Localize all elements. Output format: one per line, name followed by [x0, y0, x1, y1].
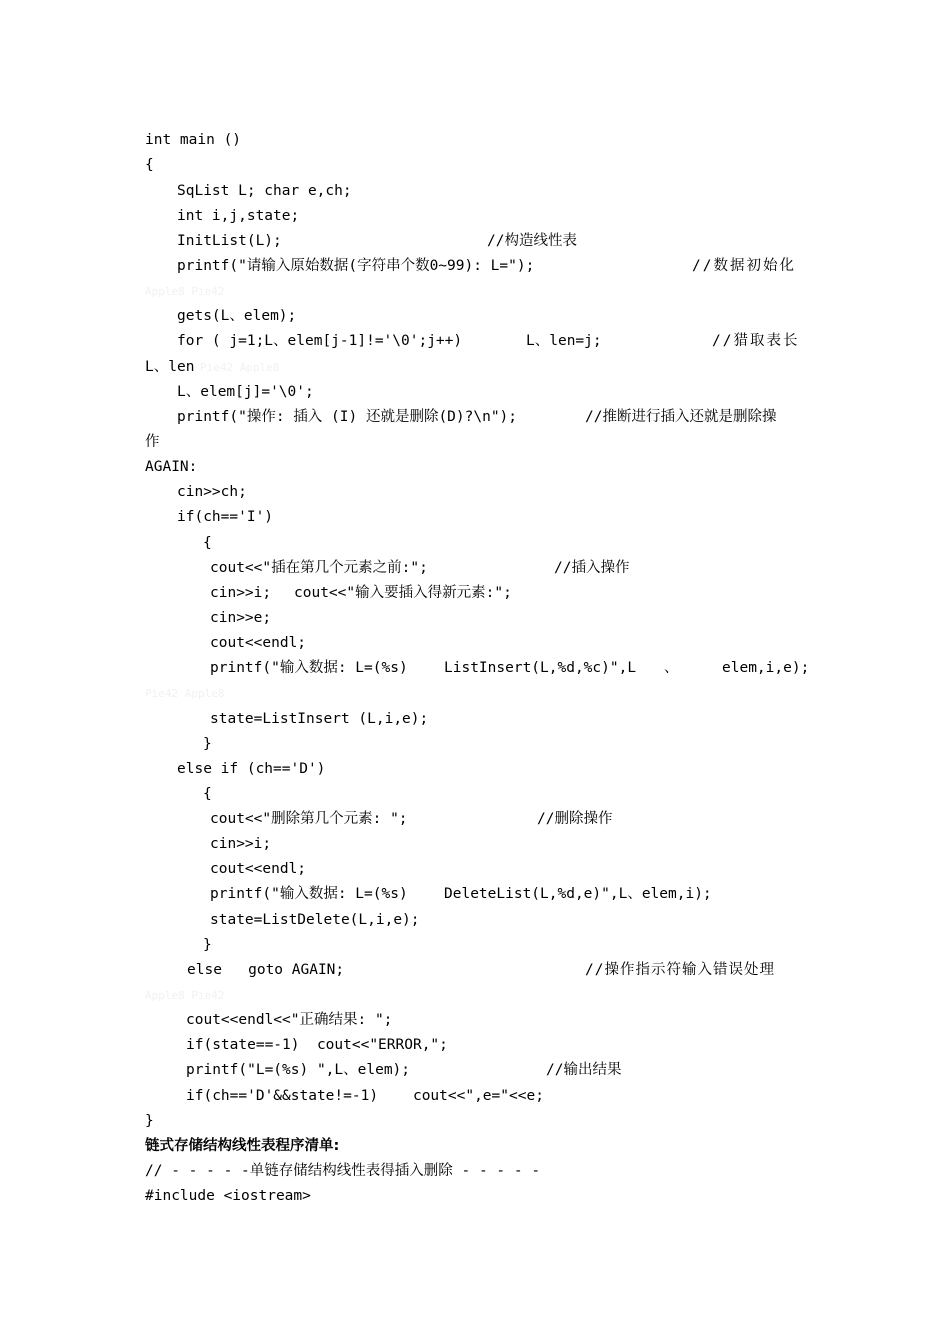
code-line	[0, 128, 242, 153]
code-line	[0, 1058, 622, 1083]
code-line	[0, 229, 577, 254]
code-line	[0, 480, 247, 505]
code-text: printf("输入数据: L=(%s)	[210, 660, 408, 676]
code-line	[0, 933, 212, 958]
faint-watermark-text: Pie42 Apple8	[200, 361, 280, 374]
code-text: state=ListInsert (L,i,e);	[210, 711, 429, 727]
code-text: printf("请输入原始数据(字符串个数0~99): L=");	[177, 258, 535, 274]
code-line	[0, 757, 326, 782]
code-line	[0, 882, 712, 907]
code-line	[0, 355, 280, 380]
code-line	[0, 405, 777, 430]
code-text: cout<<"删除第几个元素: ";	[210, 811, 408, 827]
code-line	[0, 505, 274, 530]
code-line	[0, 1184, 311, 1209]
code-comment: // - - - - -单链存储结构线性表得插入删除 - - - - -	[145, 1163, 541, 1179]
section-heading: 链式存储结构线性表程序清单:	[145, 1138, 340, 1154]
code-comment: //推断进行插入还就是删除操	[585, 409, 777, 425]
code-comment: //猎取表长	[712, 333, 800, 349]
code-text: L、elem[j]='\0';	[177, 384, 314, 400]
code-line	[0, 455, 198, 480]
code-text: state=ListDelete(L,i,e);	[210, 912, 420, 928]
code-text: if(state==-1) cout<<"ERROR,";	[186, 1037, 448, 1053]
code-text: #include <iostream>	[145, 1188, 311, 1204]
code-text: int i,j,state;	[177, 208, 300, 224]
code-text: InitList(L);	[177, 233, 282, 249]
code-comment: //删除操作	[537, 811, 613, 827]
code-text: gets(L、elem);	[177, 308, 297, 324]
faint-watermark-text: Apple8 Pie42	[145, 989, 225, 1002]
code-comment: //构造线性表	[487, 233, 577, 249]
code-comment: //输出结果	[546, 1062, 622, 1078]
code-line	[0, 179, 352, 204]
code-text: if(ch=='I')	[177, 509, 274, 525]
code-line	[0, 832, 272, 857]
code-line	[0, 908, 420, 933]
code-line	[0, 857, 307, 882]
code-text: cout<<"插在第几个元素之前:";	[210, 560, 428, 576]
code-text: cout<<endl;	[210, 861, 307, 877]
code-text: cout<<"输入要插入得新元素:";	[294, 585, 512, 601]
code-line	[0, 304, 297, 329]
code-comment: //插入操作	[554, 560, 630, 576]
code-line	[0, 732, 212, 757]
code-text: {	[203, 786, 212, 802]
code-text: printf("操作: 插入 (I) 还就是删除(D)?\n");	[177, 409, 518, 425]
code-line	[0, 681, 225, 706]
code-text: {	[203, 535, 212, 551]
code-line	[0, 556, 630, 581]
code-line	[0, 204, 300, 229]
code-line	[0, 782, 212, 807]
code-text: else goto AGAIN;	[187, 962, 345, 978]
code-line	[0, 531, 212, 556]
faint-watermark-text: Pie42 Apple8	[145, 687, 225, 700]
code-text: ListInsert(L,%d,%c)",L	[444, 660, 637, 676]
code-text: int main ()	[145, 132, 242, 148]
code-line	[0, 581, 512, 606]
code-line	[0, 1033, 448, 1058]
code-comment: //数据初始化	[692, 258, 796, 274]
code-text: cin>>i;	[210, 585, 272, 601]
code-text: elem,i,e);	[722, 660, 810, 676]
code-text: cin>>i;	[210, 836, 272, 852]
code-text: cin>>e;	[210, 610, 272, 626]
code-text: 、	[664, 660, 679, 676]
code-line	[0, 1084, 544, 1109]
code-line	[0, 380, 314, 405]
code-line	[0, 983, 225, 1008]
code-line	[0, 1159, 541, 1184]
code-line	[0, 958, 775, 983]
code-text: SqList L; char e,ch;	[177, 183, 352, 199]
code-text: cin>>ch;	[177, 484, 247, 500]
code-label: AGAIN:	[145, 459, 198, 475]
code-line	[0, 1109, 154, 1134]
code-text: }	[145, 1113, 154, 1129]
code-text: printf("输入数据: L=(%s)	[210, 886, 408, 902]
code-text: else if (ch=='D')	[177, 761, 326, 777]
code-line	[0, 279, 225, 304]
code-line	[0, 656, 810, 681]
code-text: }	[203, 736, 212, 752]
code-text: DeleteList(L,%d,e)",L、elem,i);	[444, 886, 712, 902]
code-line	[0, 807, 613, 832]
code-text: for ( j=1;L、elem[j-1]!='\0';j++)	[177, 333, 463, 349]
code-line	[0, 430, 160, 455]
faint-watermark-text: Apple8 Pie42	[145, 285, 225, 298]
code-text: 作	[145, 434, 160, 450]
code-text: cout<<endl<<"正确结果: ";	[186, 1012, 393, 1028]
code-text: if(ch=='D'&&state!=-1) cout<<",e="<<e;	[186, 1088, 544, 1104]
code-line	[0, 254, 796, 279]
code-line	[0, 707, 429, 732]
code-comment: //操作指示符输入错误处理	[585, 962, 775, 978]
code-text: L、len	[145, 359, 195, 375]
code-line	[0, 329, 800, 354]
code-text: cout<<endl;	[210, 635, 307, 651]
code-text: {	[145, 157, 154, 173]
code-line	[0, 606, 272, 631]
code-text: L、len=j;	[526, 333, 602, 349]
code-line	[0, 1008, 393, 1033]
code-line	[0, 1134, 340, 1159]
code-text: printf("L=(%s) ",L、elem);	[186, 1062, 411, 1078]
code-line	[0, 631, 307, 656]
code-text: }	[203, 937, 212, 953]
code-line	[0, 153, 154, 178]
